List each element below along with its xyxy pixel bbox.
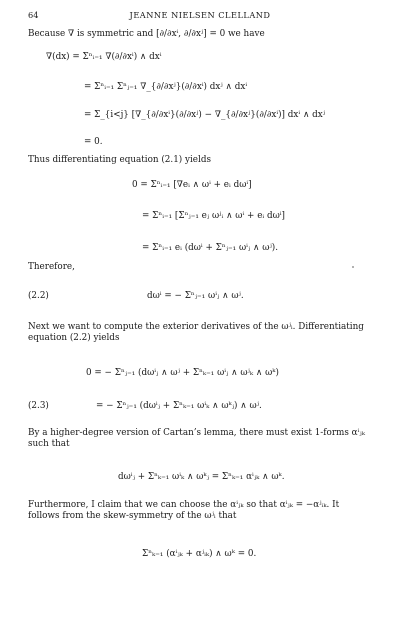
paragraph-text: follows from the skew-symmetry of the ωʲᵢ that bbox=[28, 511, 237, 521]
equation-text: dωⁱⱼ + Σⁿₖ₌₁ ωⁱₖ ∧ ωᵏⱼ = Σⁿₖ₌₁ αⁱⱼₖ ∧ ωᵏ. bbox=[118, 472, 285, 482]
running-title: JEANNE NIELSEN CLELLAND bbox=[129, 10, 271, 20]
paragraph bbox=[28, 29, 265, 40]
page-number: 64 bbox=[28, 10, 39, 20]
equation bbox=[142, 549, 256, 559]
paragraph bbox=[28, 262, 75, 273]
scan-speck bbox=[352, 266, 354, 268]
running-header bbox=[28, 10, 372, 22]
equation bbox=[132, 180, 252, 190]
paragraph-text: By a higher-degree version of Cartan’s lemma, there must exist 1-forms αⁱⱼₖ bbox=[28, 428, 365, 438]
paragraph-text: Next we want to compute the exterior derivatives of the ωʲᵢ. Differentiating bbox=[28, 322, 364, 332]
equation-text: = Σⁿᵢ₌₁ [Σⁿⱼ₌₁ eⱼ ωʲᵢ ∧ ωⁱ + eᵢ dωⁱ] bbox=[142, 211, 285, 221]
equation bbox=[142, 211, 285, 221]
equation-text: dωⁱ = − Σⁿⱼ₌₁ ωⁱⱼ ∧ ωʲ. bbox=[147, 291, 244, 301]
paragraph-text: such that bbox=[28, 439, 70, 449]
equation bbox=[86, 368, 279, 378]
equation-number: (2.2) bbox=[28, 291, 49, 301]
equation bbox=[84, 110, 325, 120]
equation bbox=[84, 82, 247, 92]
equation bbox=[142, 243, 278, 253]
equation bbox=[96, 401, 262, 411]
paragraph bbox=[28, 500, 339, 522]
paragraph bbox=[28, 155, 211, 166]
equation-text: 0 = Σⁿᵢ₌₁ [∇eᵢ ∧ ωⁱ + eᵢ dωⁱ] bbox=[132, 180, 252, 190]
equation-text: = − Σⁿⱼ₌₁ (dωⁱⱼ + Σⁿₖ₌₁ ωⁱₖ ∧ ωᵏⱼ) ∧ ωʲ. bbox=[96, 401, 262, 411]
equation-text: = Σⁿᵢ₌₁ Σⁿⱼ₌₁ ∇_{∂/∂xʲ}(∂/∂xⁱ) dxʲ ∧ dxⁱ bbox=[84, 82, 248, 92]
equation bbox=[118, 472, 285, 482]
equation-text: 0 = − Σⁿⱼ₌₁ (dωⁱⱼ ∧ ωʲ + Σⁿₖ₌₁ ωⁱⱼ ∧ ωʲₖ ∧ ωᵏ) bbox=[86, 368, 279, 378]
paragraph-text: equation (2.2) yields bbox=[28, 333, 120, 343]
equation-text: Σⁿₖ₌₁ (αⁱⱼₖ + αʲᵢₖ) ∧ ωᵏ = 0. bbox=[142, 549, 257, 559]
paragraph-text: Thus differentiating equation (2.1) yields bbox=[28, 155, 211, 165]
equation bbox=[147, 291, 244, 301]
equation-number: (2.3) bbox=[28, 401, 49, 411]
equation bbox=[46, 52, 162, 62]
equation bbox=[84, 137, 103, 147]
equation-text: = Σ_{i<j} [∇_{∂/∂xⁱ}(∂/∂xʲ) − ∇_{∂/∂xʲ}(∂/∂xⁱ)] dxⁱ ∧ dxʲ bbox=[84, 110, 326, 120]
paragraph bbox=[28, 428, 365, 450]
paragraph-text: Therefore, bbox=[28, 262, 75, 272]
equation-text: ∇(dx) = Σⁿᵢ₌₁ ∇(∂/∂xⁱ) ∧ dxⁱ bbox=[46, 52, 162, 62]
equation-text: = Σⁿᵢ₌₁ eᵢ (dωⁱ + Σⁿⱼ₌₁ ωⁱⱼ ∧ ωʲ). bbox=[142, 243, 279, 253]
paragraph-text: Furthermore, I claim that we can choose the αⁱⱼₖ so that αⁱⱼₖ = −αʲᵢₖ. It bbox=[28, 500, 340, 510]
equation-text: = 0. bbox=[84, 137, 103, 147]
paragraph bbox=[28, 322, 364, 344]
paragraph-text: Because ∇ is symmetric and [∂/∂xⁱ, ∂/∂xʲ] = 0 we have bbox=[28, 29, 265, 39]
